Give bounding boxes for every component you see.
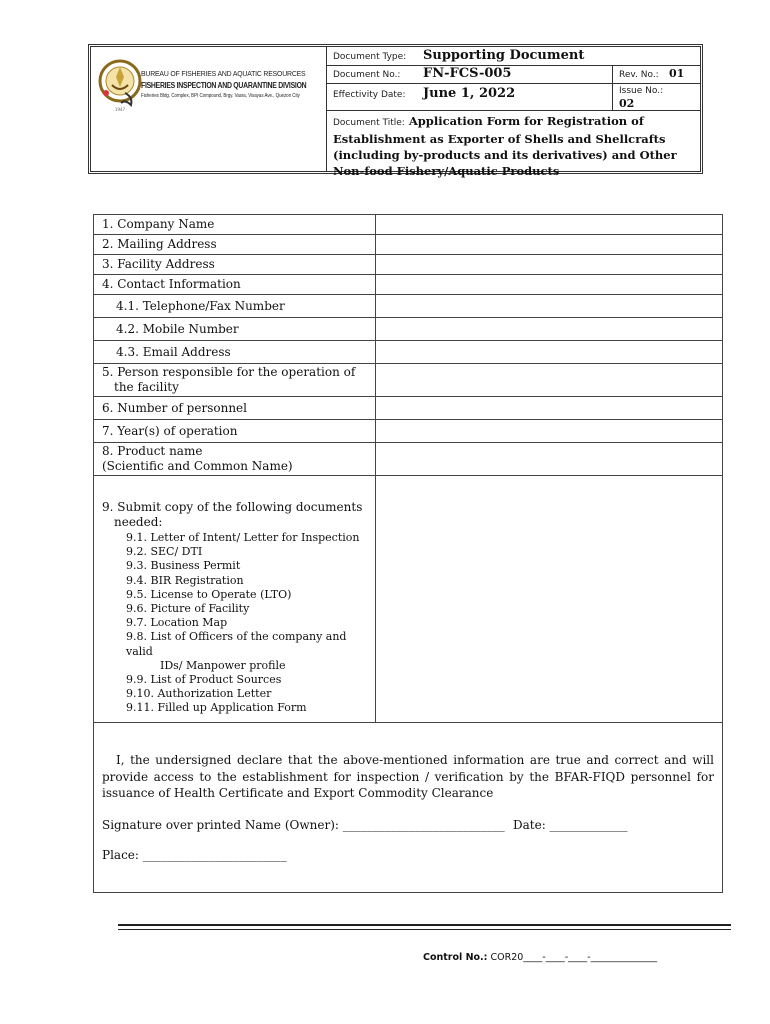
footer-rule-thin bbox=[118, 929, 731, 930]
effectivity-value: June 1, 2022 bbox=[423, 86, 516, 101]
control-number-label: Control No.: bbox=[423, 952, 488, 963]
division-name: FISHERIES INSPECTION AND QUARANTINE DIVISION bbox=[141, 81, 307, 90]
doc-info-block bbox=[327, 47, 700, 178]
signature-line[interactable]: Signature over printed Name (Owner): ___________________________ bbox=[102, 818, 505, 832]
table-row bbox=[94, 476, 723, 723]
doc-no-label: Document No.: bbox=[333, 70, 401, 80]
documents-field[interactable] bbox=[376, 476, 723, 723]
table-row bbox=[94, 420, 723, 443]
contact-info-label: 4. Contact Information bbox=[94, 275, 376, 295]
mobile-label: 4.2. Mobile Number bbox=[94, 318, 376, 341]
date-line[interactable]: Date: _____________ bbox=[513, 818, 628, 832]
table-row bbox=[94, 215, 723, 235]
product-name-label bbox=[94, 443, 376, 476]
list-item: 9.10. Authorization Letter bbox=[126, 687, 272, 701]
effectivity-row bbox=[327, 84, 700, 111]
person-responsible-label bbox=[94, 364, 376, 397]
person-responsible-field[interactable] bbox=[376, 364, 723, 397]
doc-title-line3: (including by-products and its derivatives) and Other bbox=[333, 148, 677, 162]
list-item: 9.5. License to Operate (LTO) bbox=[126, 587, 292, 601]
person-responsible-line1: 5. Person responsible for the operation of bbox=[102, 365, 356, 379]
issue-cell bbox=[612, 84, 700, 111]
table-row bbox=[94, 443, 723, 476]
table-row bbox=[94, 295, 723, 318]
list-item: 9.1. Letter of Intent/ Letter for Inspection bbox=[126, 531, 360, 544]
doc-type-value: Supporting Document bbox=[423, 48, 585, 63]
issue-label: Issue No.: bbox=[619, 86, 664, 96]
control-number bbox=[423, 952, 657, 963]
doc-no-row bbox=[327, 66, 700, 84]
application-form-table bbox=[93, 214, 723, 723]
table-row bbox=[94, 341, 723, 364]
doc-title-line4: Non-food Fishery/Aquatic Products bbox=[333, 164, 560, 178]
list-item: 9.6. Picture of Facility bbox=[126, 602, 250, 616]
place-line[interactable]: Place: ________________________ bbox=[102, 848, 287, 862]
list-item: 9.7. Location Map bbox=[126, 616, 228, 630]
email-label: 4.3. Email Address bbox=[94, 341, 376, 364]
declaration-text: I, the undersigned declare that the above-mentioned information are true and correct and will provide access to the establishment for inspection / verification by the BFAR-FIQD personnel for issuance of Health Certificate and Export Commodity Clearance bbox=[102, 753, 714, 800]
documents-line1: 9. Submit copy of the following documents bbox=[102, 500, 363, 514]
company-name-label: 1. Company Name bbox=[94, 215, 376, 235]
facility-address-field[interactable] bbox=[376, 255, 723, 275]
org-block bbox=[91, 47, 327, 171]
table-row bbox=[94, 318, 723, 341]
doc-title-label: Document Title: bbox=[333, 118, 405, 128]
bfar-seal-logo bbox=[97, 53, 143, 113]
table-row bbox=[94, 397, 723, 420]
personnel-count-label: 6. Number of personnel bbox=[94, 397, 376, 420]
document-header bbox=[88, 44, 703, 178]
list-item: 9.2. SEC/ DTI bbox=[126, 545, 203, 559]
email-field[interactable] bbox=[376, 341, 723, 364]
table-row bbox=[94, 235, 723, 255]
list-item: 9.3. Business Permit bbox=[126, 559, 241, 573]
years-operation-label: 7. Year(s) of operation bbox=[94, 420, 376, 443]
list-item: 9.11. Filled up Application Form bbox=[126, 701, 307, 715]
table-row bbox=[94, 275, 723, 295]
doc-title-block bbox=[333, 113, 698, 179]
documents-line2: needed: bbox=[114, 515, 163, 529]
person-responsible-line2: the facility bbox=[114, 380, 179, 394]
years-operation-field[interactable] bbox=[376, 420, 723, 443]
company-name-field[interactable] bbox=[376, 215, 723, 235]
facility-address-label: 3. Facility Address bbox=[94, 255, 376, 275]
personnel-count-field[interactable] bbox=[376, 397, 723, 420]
effectivity-label: Effectivity Date: bbox=[333, 90, 406, 100]
control-number-value[interactable]: COR20____-____-____-______________ bbox=[490, 952, 658, 963]
table-row bbox=[94, 255, 723, 275]
doc-title-line2: Establishment as Exporter of Shells and Shellcrafts bbox=[333, 132, 666, 146]
list-item: 9.8. List of Officers of the company and valid bbox=[126, 630, 347, 658]
doc-no-value: FN-FCS-005 bbox=[423, 66, 512, 81]
doc-type-row bbox=[327, 47, 700, 66]
mailing-address-label: 2. Mailing Address bbox=[94, 235, 376, 255]
org-address: Fisheries Bldg. Complex, BPI Compound, Brgy. Vasra, Visayas Ave., Quezon City bbox=[141, 93, 300, 99]
telephone-field[interactable] bbox=[376, 295, 723, 318]
svg-text:1947: 1947 bbox=[114, 107, 126, 112]
org-text bbox=[141, 69, 340, 99]
doc-title-line1: Application Form for Registration of bbox=[408, 114, 644, 128]
list-item: 9.9. List of Product Sources bbox=[126, 673, 282, 687]
declaration-box bbox=[93, 722, 723, 893]
rev-label: Rev. No.: bbox=[619, 70, 659, 80]
footer-rule bbox=[118, 924, 731, 926]
telephone-label: 4.1. Telephone/Fax Number bbox=[94, 295, 376, 318]
issue-value: 02 bbox=[619, 97, 635, 110]
contact-info-field[interactable] bbox=[376, 275, 723, 295]
rev-value: 01 bbox=[669, 67, 685, 80]
product-name-field[interactable] bbox=[376, 443, 723, 476]
product-name-line2: (Scientific and Common Name) bbox=[102, 459, 293, 473]
mailing-address-field[interactable] bbox=[376, 235, 723, 255]
mobile-field[interactable] bbox=[376, 318, 723, 341]
product-name-line1: 8. Product name bbox=[102, 444, 203, 458]
doc-type-label: Document Type: bbox=[333, 52, 407, 62]
list-item: IDs/ Manpower profile bbox=[160, 658, 286, 672]
documents-label bbox=[94, 476, 376, 723]
table-row bbox=[94, 364, 723, 397]
org-name: BUREAU OF FISHERIES AND AQUATIC RESOURCES bbox=[141, 69, 306, 78]
list-item: 9.4. BIR Registration bbox=[126, 573, 244, 587]
rev-cell bbox=[612, 66, 700, 84]
documents-list bbox=[102, 531, 375, 716]
